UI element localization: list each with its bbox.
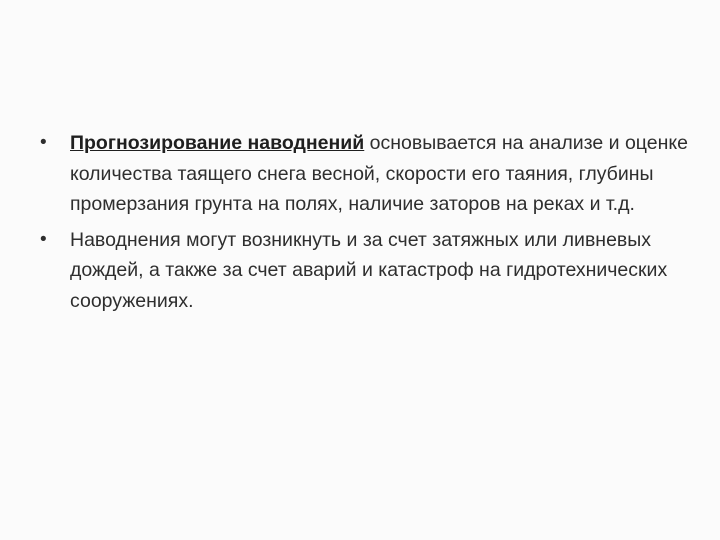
bullet-text: основывается на анализе и оценке количества таящего снега весной, скорости его таяния, глубины промерзания грунта на полях, наличие заторов на реках и т.д. [70, 132, 688, 215]
bullet-icon: • [40, 228, 47, 250]
bullet-item-causes [40, 225, 690, 317]
bullet-item-forecasting [40, 128, 690, 220]
bullet-icon: • [40, 132, 47, 153]
slide-content [40, 128, 690, 321]
bullet-emphasis-term: Прогнозирование наводнений [70, 132, 365, 154]
bullet-list [40, 128, 690, 316]
bullet-text: Наводнения могут возникнуть и за счет затяжных или ливневых дождей, а также за счет аварий и катастроф на гидротехнических сооружениях. [70, 228, 668, 312]
